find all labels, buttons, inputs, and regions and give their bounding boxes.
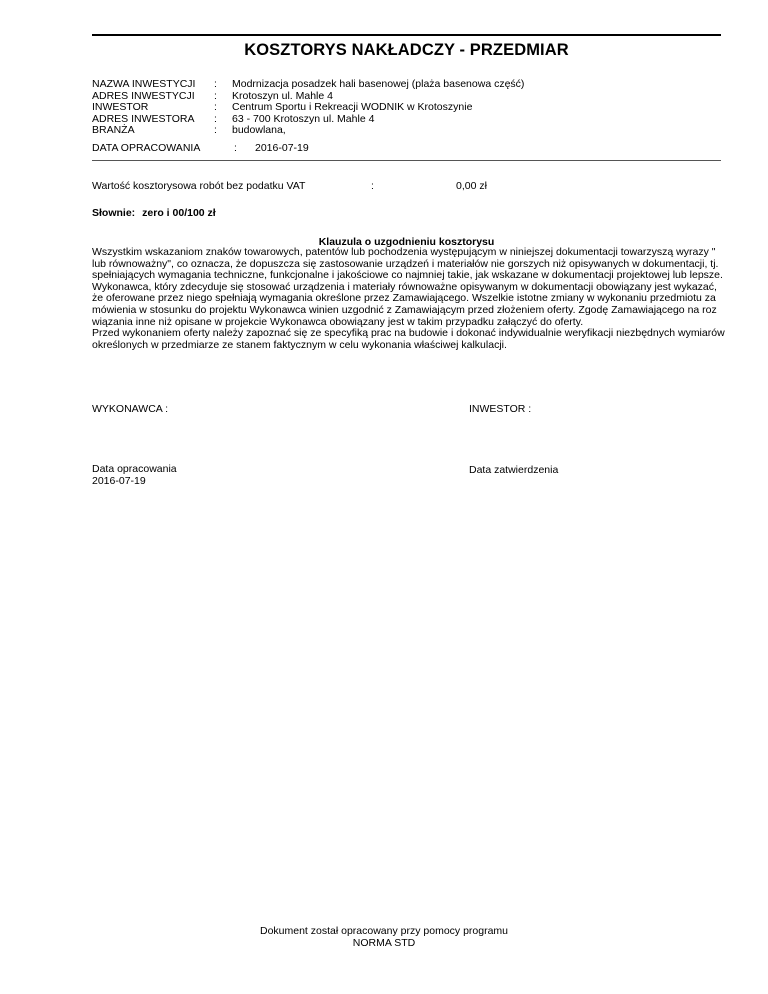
cost-value-row bbox=[92, 180, 721, 192]
info-label: NAZWA INWESTYCJI bbox=[92, 78, 196, 90]
contractor-signature-label: WYKONAWCA : bbox=[92, 403, 169, 415]
info-colon: : bbox=[214, 101, 217, 114]
preparation-date-row bbox=[92, 142, 309, 154]
info-label: ADRES INWESTORA bbox=[92, 112, 195, 125]
footer bbox=[0, 926, 768, 949]
clause-title: Klauzula o uzgodnieniu kosztorysu bbox=[318, 236, 495, 248]
info-value: 63 - 700 Krotoszyn ul. Mahle 4 bbox=[232, 112, 375, 125]
date-label: DATA OPRACOWANIA bbox=[92, 142, 201, 154]
info-label: INWESTOR bbox=[92, 101, 149, 114]
footer-line: Dokument został opracowany przy pomocy programu bbox=[259, 925, 509, 937]
clause-line: spełniających wymagania techniczne, funkcjonalne i jakościowe co najmniej takie, jak wskazane w dokumentacji projektowej lub lepsze. bbox=[92, 269, 723, 282]
clause-line: Wykonawca, który zdecyduje się stosować urządzenia i materiały równoważne opisywanym w dokumentacji obowiązany jest wykazać, bbox=[92, 280, 717, 293]
info-colon: : bbox=[214, 89, 217, 102]
date-value: 2016-07-19 bbox=[255, 142, 309, 154]
preparation-date-block bbox=[92, 464, 177, 487]
approval-date-label: Data zatwierdzenia bbox=[469, 464, 559, 476]
clause-line: określonych w przedmiarze ze stanem faktycznym w celu wykonania właściwej kalkulacji. bbox=[92, 338, 507, 351]
top-rule bbox=[92, 34, 721, 36]
cost-colon: : bbox=[371, 180, 374, 192]
info-label: ADRES INWESTYCJI bbox=[92, 89, 195, 102]
info-value: Centrum Sportu i Rekreacji WODNIK w Krotoszynie bbox=[232, 101, 473, 114]
info-value: Krotoszyn ul. Mahle 4 bbox=[232, 89, 333, 102]
prep-date-label: Data opracowania bbox=[92, 463, 177, 475]
info-value: Modrnizacja posadzek hali basenowej (plaża basenowa część) bbox=[232, 78, 525, 90]
clause-line: Wszystkim wskazaniom znaków towarowych, patentów lub pochodzenia występującym w niniejszej dokumentacji towarzyszą wyrazy " bbox=[92, 246, 716, 258]
info-value: budowlana, bbox=[232, 124, 286, 137]
date-colon: : bbox=[234, 142, 237, 154]
footer-program-name: NORMA STD bbox=[352, 936, 416, 949]
cost-label: Wartość kosztorysowa robót bez podatku VAT bbox=[92, 180, 306, 192]
prep-date-value: 2016-07-19 bbox=[92, 474, 146, 487]
info-colon: : bbox=[214, 78, 217, 90]
amount-in-words bbox=[92, 207, 216, 219]
info-label: BRANŻA bbox=[92, 124, 135, 137]
info-colon: : bbox=[214, 124, 217, 137]
words-value: zero i 00/100 zł bbox=[142, 207, 216, 219]
investor-signature-label: INWESTOR : bbox=[469, 403, 532, 415]
cost-amount: 0,00 zł bbox=[456, 180, 487, 192]
clause-line: że oferowane przez niego spełniają wymagania określone przez Zamawiającego. Wszelkie istotne zmiany w wykonaniu przedmiotu za bbox=[92, 292, 716, 305]
clause-body bbox=[92, 247, 724, 351]
document-title: KOSZTORYS NAKŁADCZY - PRZEDMIAR bbox=[244, 41, 569, 59]
info-colon: : bbox=[214, 112, 217, 125]
clause-line: mówienia w stosunku do projektu Wykonawca winien uzgodnić z Zamawiającym przed złożeniem oferty. Zgodę Zamawiającego na roz bbox=[92, 303, 717, 316]
separator-rule bbox=[92, 160, 721, 161]
words-label: Słownie: bbox=[92, 207, 136, 219]
clause-line: wiązania inne niż opisane w projekcie Wykonawca obowiązany jest w takim przypadku załączyć do oferty. bbox=[92, 315, 584, 328]
clause-line: Przed wykonaniem oferty należy zapoznać się ze specyfiką prac na budowie i dokonać indywidualnie weryfikacji niezbędnych wymiarów bbox=[92, 327, 725, 340]
clause-line: lub równoważny", co oznacza, że dopuszcza się zastosowanie urządzeń i materiałów nie gorszych niż opisywanych w dokumentacji, tj. bbox=[92, 257, 719, 270]
